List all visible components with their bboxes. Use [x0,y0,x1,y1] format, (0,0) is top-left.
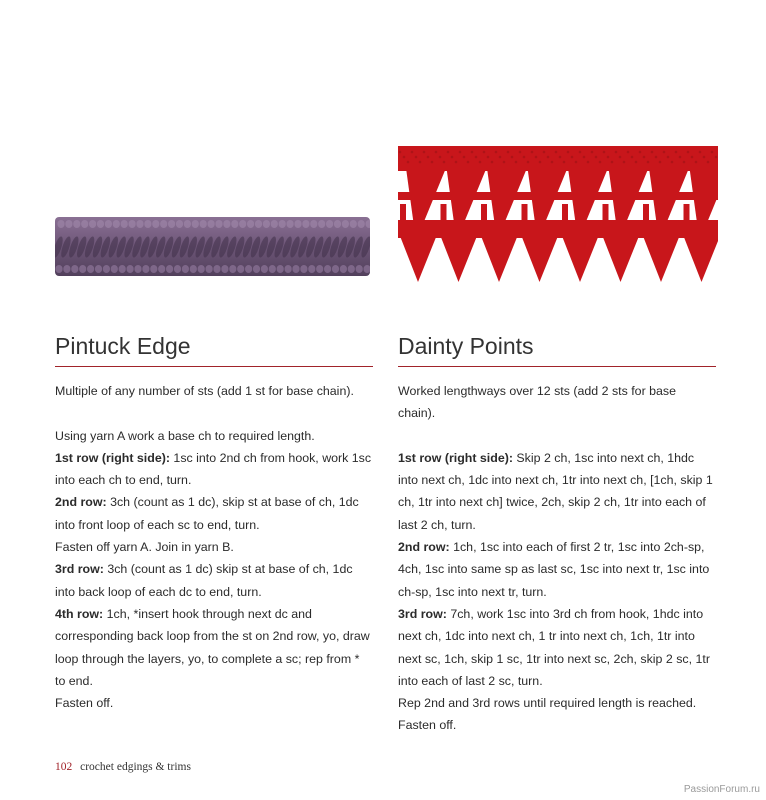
row-text: Using yarn A work a base ch to required length. [55,428,315,443]
row-label: 4th row: [55,606,104,621]
row-text: Skip 2 ch, 1sc into next ch, 1hdc into next ch, 1dc into next ch, 1tr into next ch, [1ch, skip 1 ch, 1tr into next ch] twice, 2ch, skip 2 ch, 1tr into each of last 2 ch, turn. [398,450,713,532]
pattern-title: Pintuck Edge [55,333,191,359]
row-text: 1sc into 2nd ch from hook, work 1sc into each ch to end, turn. [55,450,372,488]
row-text: 3ch (count as 1 dc), skip st at base of ch, 1dc into front loop of each sc to end, turn. [55,495,359,532]
row-text: Rep 2nd and 3rd rows until required length is reached. [398,696,697,711]
row-text: 1ch, *insert hook through next dc and corresponding back loop from the st on 2nd row, yo, draw loop through the layers, yo, to complete a sc; rep from * to end. [55,606,370,688]
pintuck-edge-section [55,333,373,714]
pattern-instructions [55,380,373,714]
instruction-line [398,692,716,714]
instruction-line [55,491,373,536]
row-label: 2nd row: [398,540,450,555]
row-label: 3rd row: [398,606,447,621]
pintuck-edge-sample-image [55,215,370,278]
row-text: Fasten off yarn A. Join in yarn B. [55,540,234,555]
row-label: 3rd row: [55,562,104,577]
pattern-intro: Multiple of any number of sts (add 1 st for base chain). [55,384,354,398]
row-label: 1st row (right side): [398,450,513,465]
instruction-line [55,447,373,492]
instruction-line [55,536,373,558]
row-text: 1ch, 1sc into each of first 2 tr, 1sc into 2ch-sp, 4ch, 1sc into same sp as last sc, 1sc into next tr, 1sc into ch-sp, 1sc into next tr, turn. [398,540,710,599]
instruction-line [55,692,373,714]
dainty-points-section [398,333,716,737]
pattern-title: Dainty Points [398,333,534,359]
instruction-line [398,603,716,692]
instruction-line [398,447,716,536]
row-text: 3ch (count as 1 dc) skip st at base of ch, 1dc into back loop of each dc to end, turn. [55,562,353,599]
row-text: Fasten off. [55,696,114,711]
instruction-lines [398,447,716,737]
page-footer [55,761,191,773]
title-divider [398,366,716,367]
pattern-instructions [398,380,716,737]
row-label: 1st row (right side): [55,450,170,465]
pattern-intro: Worked lengthways over 12 sts (add 2 sts for base chain). [398,384,677,421]
dainty-points-sample-image [398,146,718,286]
book-section-title: crochet edgings & trims [80,761,191,773]
row-label: 2nd row: [55,495,107,510]
instruction-line [55,558,373,603]
instruction-lines [55,425,373,715]
instruction-line [398,536,716,603]
row-text: 7ch, work 1sc into 3rd ch from hook, 1hdc into next ch, 1dc into next ch, 1 tr into next ch, 1ch, 1tr into next sc, 1ch, skip 1 sc, 1tr into next sc, 2ch, skip 2 sc, 1tr into each of last 2 sc, turn. [398,606,710,688]
page-number: 102 [55,761,73,773]
row-text: Fasten off. [398,718,457,733]
title-divider [55,366,373,367]
instruction-line [398,714,716,736]
watermark-text: PassionForum.ru [683,784,760,795]
instruction-line [55,603,373,692]
instruction-line [55,425,373,447]
